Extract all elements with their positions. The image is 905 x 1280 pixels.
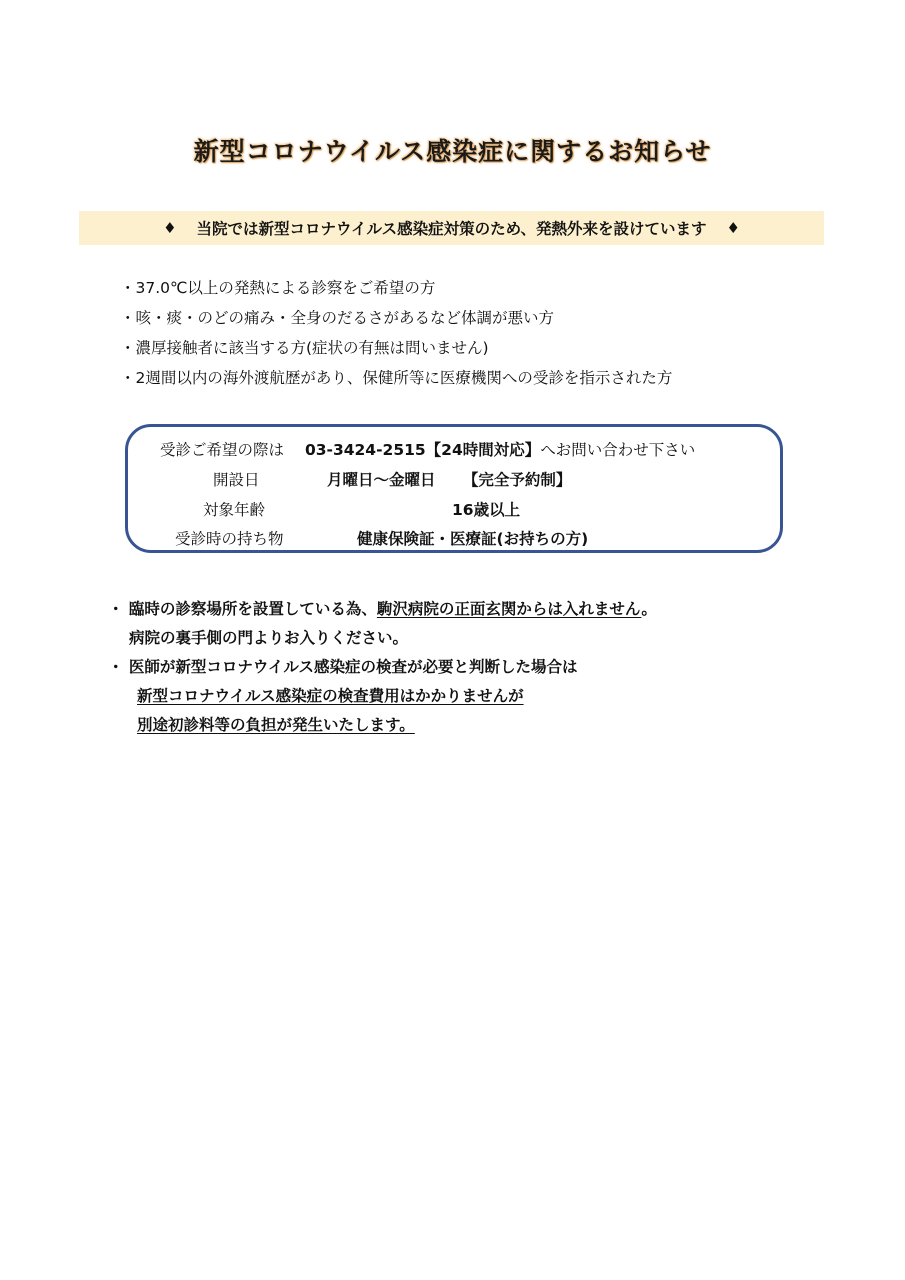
list-item: ・2週間以内の海外渡航歴があり、保健所等に医療機関への受診を指示された方	[120, 369, 673, 387]
page-title: 新型コロナウイルス感染症に関するお知らせ	[193, 137, 712, 166]
note-1-period: 。	[641, 600, 657, 618]
contact-info-box	[125, 424, 783, 553]
items-label: 受診時の持ち物	[175, 530, 284, 548]
age-value: 16歳以上	[452, 501, 521, 519]
days-value	[327, 468, 571, 490]
diamond-icon: ♦	[163, 219, 177, 237]
note-1-line-2: 病院の裏手側の門よりお入りください。	[129, 629, 409, 647]
list-item: ・濃厚接触者に該当する方(症状の有無は問いません)	[120, 339, 489, 357]
items-value: 健康保険証・医療証(お持ちの方)	[357, 530, 589, 548]
notes-section	[108, 596, 657, 741]
banner-text: 当院では新型コロナウイルス感染症対策のため、発熱外来を設けています	[196, 220, 707, 238]
note-2-underlined: 新型コロナウイルス感染症の検査費用はかかりませんが	[137, 687, 524, 705]
days-value-text: 月曜日～金曜日	[327, 471, 436, 489]
reservation-note: 【完全予約制】	[462, 471, 572, 489]
diamond-icon: ♦	[726, 219, 740, 237]
eligibility-list	[120, 274, 672, 394]
hours-note: 【24時間対応】	[425, 441, 541, 459]
age-label: 対象年齢	[203, 501, 266, 519]
note-2-underlined-2: 別途初診料等の負担が発生いたします。	[137, 716, 415, 734]
note-2-line-3	[108, 712, 657, 741]
note-1-underlined: 駒沢病院の正面玄関からは入れません	[376, 600, 642, 618]
list-item: ・咳・痰・のどの痛み・全身のだるさがあるなど体調が悪い方	[120, 309, 555, 327]
note-1-text: ・ 臨時の診察場所を設置している為、	[108, 600, 377, 618]
note-1	[108, 596, 657, 625]
contact-label: 受診ご希望の際は	[160, 441, 285, 459]
fever-clinic-banner	[79, 211, 824, 245]
list-item: ・37.0℃以上の発熱による診察をご希望の方	[120, 279, 436, 297]
note-2-line-2	[108, 683, 657, 712]
days-label: 開設日	[213, 471, 260, 489]
contact-row	[160, 438, 695, 460]
note-2: ・ 医師が新型コロナウイルス感染症の検査が必要と判断した場合は	[108, 658, 578, 676]
phone-number: 03-3424-2515	[304, 441, 426, 459]
contact-suffix: へお問い合わせ下さい	[540, 441, 696, 459]
